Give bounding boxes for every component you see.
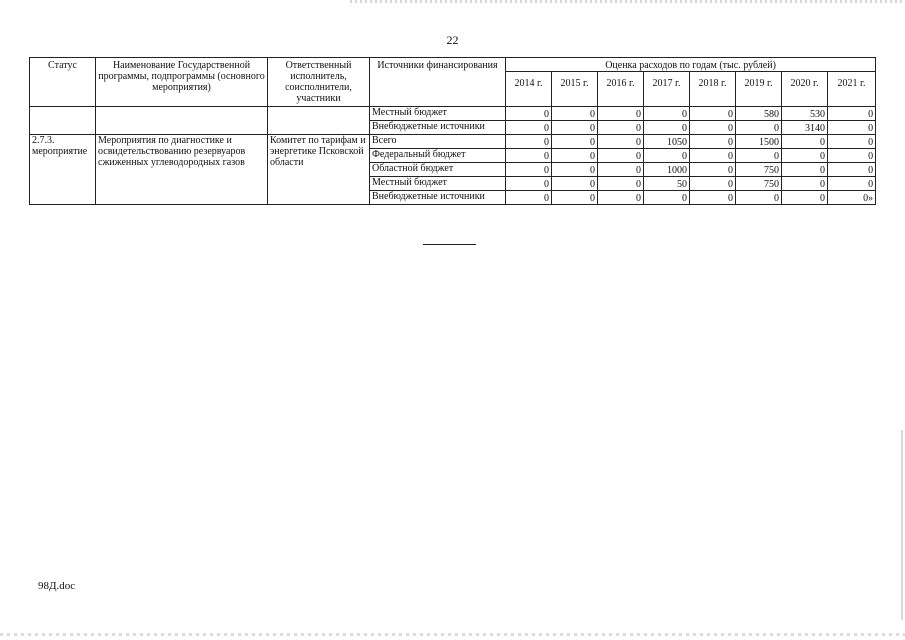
value-cell: 0 [552,121,598,135]
page-number: 22 [446,33,459,47]
value-cell: 0 [828,163,876,177]
value-cell: 580 [736,107,782,121]
value-cell: 50 [644,177,690,191]
carryover-executor-cell [268,107,370,135]
value-cell: 0 [736,191,782,205]
value-cell: 530 [782,107,828,121]
header-status: Статус [30,58,96,107]
value-cell: 0 [828,107,876,121]
scan-artifact-top [350,0,905,3]
value-cell: 0 [690,191,736,205]
value-cell: 0 [782,177,828,191]
value-cell: 0 [828,177,876,191]
value-cell: 0 [552,191,598,205]
scan-artifact-bottom [0,633,905,636]
value-cell: 0 [690,163,736,177]
funding-source-cell: Внебюджетные источники [370,191,506,205]
funding-source-cell: Областной бюджет [370,163,506,177]
value-cell: 3140 [782,121,828,135]
header-year: 2016 г. [598,72,644,107]
scan-artifact-right [901,430,903,620]
footer-filename: 98Д.doc [38,580,76,592]
value-cell: 0 [828,149,876,163]
header-year: 2014 г. [506,72,552,107]
value-cell: 0 [690,121,736,135]
value-cell: 0 [644,107,690,121]
funding-source-cell: Федеральный бюджет [370,149,506,163]
value-cell: 750 [736,177,782,191]
funding-source-cell: Местный бюджет [370,177,506,191]
value-cell: 0 [598,177,644,191]
value-cell: 0 [690,177,736,191]
value-cell: 0 [782,191,828,205]
funding-source-cell: Внебюджетные источники [370,121,506,135]
value-cell: 0 [690,107,736,121]
value-cell: 0 [644,149,690,163]
header-year: 2017 г. [644,72,690,107]
value-cell: 0 [552,177,598,191]
value-cell: 0 [598,121,644,135]
value-cell: 0 [690,135,736,149]
activity-name-cell: Мероприятия по диагностике и освидетельствованию резервуаров сжиженных углеводородных газов [96,135,268,205]
value-cell: 0 [552,107,598,121]
value-cell: 0 [736,149,782,163]
separator-line [423,244,476,245]
value-cell: 1000 [644,163,690,177]
header-funding-source: Источники финансирования [370,58,506,107]
activity-executor-cell: Комитет по тарифам и энергетике Псковской области [268,135,370,205]
header-year: 2021 г. [828,72,876,107]
value-cell: 0 [644,191,690,205]
value-cell: 0 [828,135,876,149]
funding-source-cell: Местный бюджет [370,107,506,121]
activity-number: 2.7.3. [32,135,55,146]
value-cell: 0 [506,135,552,149]
carryover-name-cell [96,107,268,135]
value-cell: 0 [506,149,552,163]
value-cell: 0 [506,163,552,177]
value-cell: 0 [598,149,644,163]
funding-source-cell: Всего [370,135,506,149]
value-cell: 0 [506,121,552,135]
table-row [30,135,876,149]
value-cell: 0 [782,149,828,163]
header-year: 2015 г. [552,72,598,107]
value-cell: 1050 [644,135,690,149]
value-cell: 0 [506,177,552,191]
carryover-status-cell [30,107,96,135]
value-cell: 0 [506,107,552,121]
value-cell: 0 [736,121,782,135]
value-cell: 1500 [736,135,782,149]
activity-status-cell [30,135,96,205]
table-row [30,107,876,121]
activity-type: мероприятие [32,146,88,157]
budget-table [29,57,876,205]
header-year: 2019 г. [736,72,782,107]
value-cell: 750 [736,163,782,177]
header-program-name: Наименование Государственной программы, подпрограммы (основного мероприятия) [96,58,268,107]
value-cell: 0 [506,191,552,205]
value-cell: 0 [552,163,598,177]
value-cell: 0 [598,191,644,205]
value-cell: 0 [598,107,644,121]
header-executor: Ответственный исполнитель, соисполнители, участники [268,58,370,107]
value-cell: 0 [644,121,690,135]
value-cell: 0» [828,191,876,205]
value-cell: 0 [552,135,598,149]
header-row [30,58,876,72]
header-year: 2020 г. [782,72,828,107]
value-cell: 0 [828,121,876,135]
value-cell: 0 [782,163,828,177]
value-cell: 0 [552,149,598,163]
header-years-group: Оценка расходов по годам (тыс. рублей) [506,58,876,72]
header-year: 2018 г. [690,72,736,107]
value-cell: 0 [598,135,644,149]
value-cell: 0 [690,149,736,163]
value-cell: 0 [782,135,828,149]
value-cell: 0 [598,163,644,177]
